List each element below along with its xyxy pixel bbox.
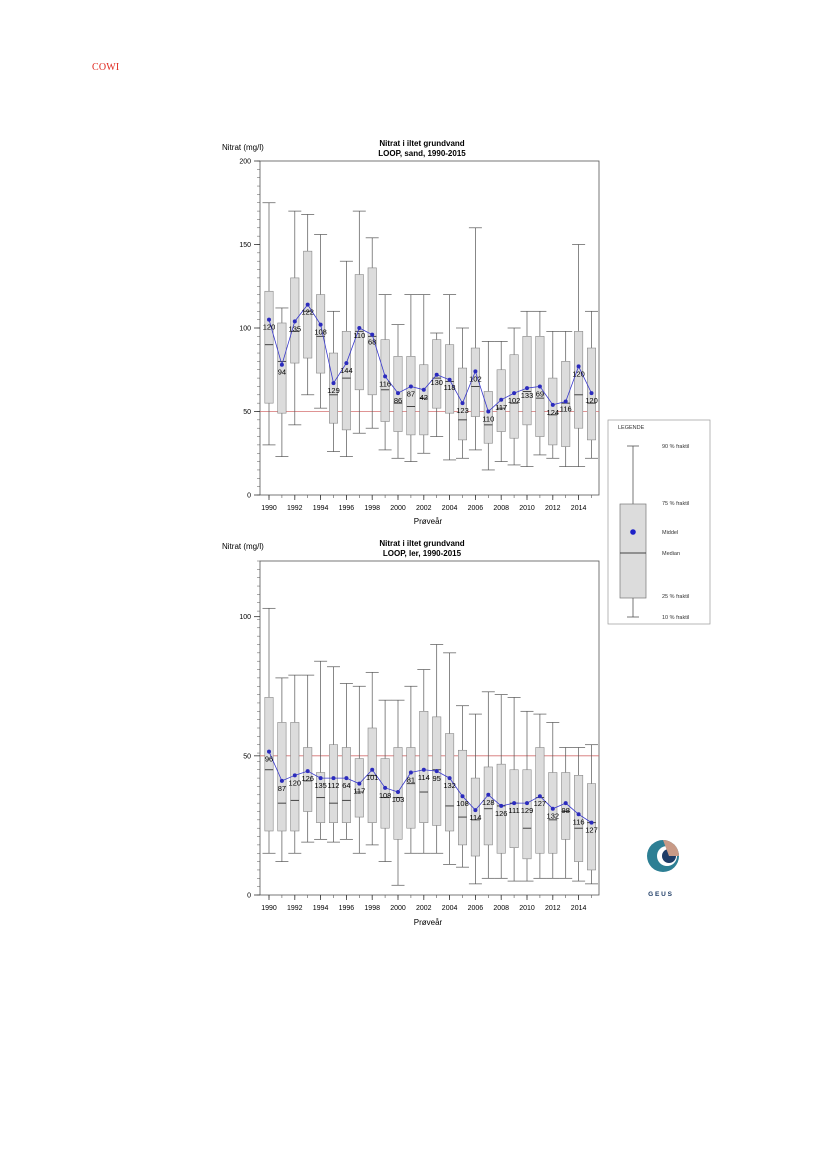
count-label: 116	[559, 404, 572, 414]
count-label: 144	[340, 366, 353, 376]
count-label: 95	[432, 774, 441, 784]
box-iqr	[523, 336, 531, 425]
mean-dot	[486, 793, 490, 797]
legend-item: 90 % fraktil	[662, 444, 690, 450]
mean-dot	[448, 378, 452, 382]
count-label: 94	[277, 367, 287, 377]
mean-dot	[577, 812, 581, 816]
mean-dot	[538, 384, 542, 388]
mean-dot	[564, 399, 568, 403]
chart-sand	[222, 139, 599, 526]
mean-dot	[370, 768, 374, 772]
box-iqr	[342, 331, 350, 430]
mean-dot	[422, 388, 426, 392]
count-label: 114	[417, 772, 430, 782]
box-iqr	[574, 331, 582, 428]
mean-dot	[435, 373, 439, 377]
chart-title: Nitrat i iltet grundvand	[379, 539, 465, 548]
count-label: 112	[327, 781, 340, 791]
mean-dot	[383, 786, 387, 790]
mean-dot	[396, 790, 400, 794]
x-axis-label: Prøveår	[413, 918, 443, 927]
count-label: 127	[585, 825, 598, 835]
legend-item: 25 % fraktil	[662, 594, 690, 600]
count-label: 111	[508, 806, 520, 816]
x-tick-label: 1996	[338, 505, 355, 512]
x-tick-label: 1990	[261, 905, 277, 912]
count-label: 110	[482, 414, 495, 424]
y-tick-label: 100	[239, 614, 251, 622]
mean-dot	[319, 776, 323, 780]
count-label: 133	[520, 391, 534, 401]
legend-item: Middel	[662, 530, 679, 536]
mean-dot	[435, 769, 439, 773]
legend	[608, 420, 710, 624]
x-tick-label: 2010	[519, 505, 535, 512]
x-tick-label: 2004	[441, 505, 458, 512]
count-label: 96	[264, 754, 274, 764]
legend-title: LEGENDE	[618, 425, 645, 431]
legend-item: 10 % fraktil	[662, 615, 690, 621]
mean-dot	[473, 808, 477, 812]
mean-dot	[486, 410, 490, 414]
x-tick-label: 1992	[287, 905, 303, 912]
y-tick-label: 200	[239, 158, 251, 166]
box-iqr	[278, 722, 286, 831]
y-axis-label: Nitrat (mg/l)	[222, 542, 264, 551]
mean-dot	[551, 807, 555, 811]
count-label: 101	[365, 772, 379, 782]
mean-dot	[357, 782, 361, 786]
count-label: 42	[419, 392, 428, 402]
mean-dot	[512, 391, 516, 395]
mean-dot	[344, 776, 348, 780]
count-label: 116	[572, 817, 585, 827]
count-label: 128	[482, 797, 495, 807]
count-label: 132	[443, 781, 456, 791]
mean-dot	[422, 768, 426, 772]
legend-item: 75 % fraktil	[662, 501, 690, 507]
count-label: 132	[546, 811, 560, 821]
y-tick-label: 50	[243, 409, 251, 416]
count-label: 127	[533, 799, 547, 809]
mean-dot	[267, 318, 271, 322]
legend-box	[620, 504, 646, 598]
x-tick-label: 2000	[390, 905, 406, 912]
count-label: 129	[520, 806, 534, 816]
mean-dot	[293, 773, 297, 777]
y-axis-label: Nitrat (mg/l)	[222, 143, 264, 152]
x-tick-label: 2012	[545, 905, 561, 912]
mean-dot	[512, 801, 516, 805]
x-axis-label: Prøveår	[413, 517, 443, 526]
mean-dot	[409, 771, 413, 775]
mean-dot	[332, 776, 336, 780]
count-label: 108	[378, 790, 392, 800]
chart-ler	[222, 539, 599, 927]
mean-dot	[538, 794, 542, 798]
mean-dot	[551, 403, 555, 407]
y-tick-label: 50	[243, 753, 251, 761]
mean-dot	[461, 401, 465, 405]
count-label: 120	[572, 369, 585, 379]
x-tick-label: 2004	[441, 905, 458, 912]
chart-title: Nitrat i iltet grundvand	[379, 139, 465, 148]
x-tick-label: 1994	[312, 505, 329, 512]
x-tick-label: 2008	[493, 905, 509, 912]
mean-dot	[357, 326, 361, 330]
plot-frame	[260, 561, 599, 895]
count-label: 135	[288, 324, 302, 334]
mean-dot	[319, 323, 323, 327]
mean-dot	[499, 398, 503, 402]
count-label: 126	[494, 808, 508, 818]
mean-dot	[499, 804, 503, 808]
x-tick-label: 1990	[261, 505, 277, 512]
x-tick-label: 2006	[467, 505, 484, 512]
count-label: 120	[262, 322, 276, 332]
mean-dot	[461, 794, 465, 798]
count-label: 114	[469, 813, 482, 823]
x-tick-label: 2014	[570, 505, 587, 512]
mean-dot	[564, 801, 568, 805]
mean-dot	[525, 386, 529, 390]
count-label: 87	[406, 389, 416, 399]
mean-dot	[370, 333, 374, 337]
box-iqr	[407, 747, 415, 828]
mean-dot	[590, 391, 594, 395]
mean-dot	[306, 769, 310, 773]
chart-subtitle: LOOP, sand, 1990-2015	[378, 149, 466, 158]
count-label: 64	[342, 781, 351, 791]
mean-dot	[332, 381, 336, 385]
count-label: 81	[406, 775, 416, 785]
mean-dot	[267, 750, 271, 754]
mean-dot	[293, 319, 297, 323]
count-label: 117	[353, 786, 366, 796]
count-label: 102	[469, 374, 482, 384]
x-tick-label: 1994	[312, 905, 329, 912]
box-iqr	[265, 291, 273, 403]
y-tick-label: 100	[239, 325, 251, 333]
mean-dot	[280, 779, 284, 783]
mean-dot	[396, 391, 400, 395]
legend-item: Median	[662, 551, 681, 557]
x-tick-label: 2010	[519, 905, 535, 912]
count-label: 135	[314, 781, 327, 791]
x-tick-label: 2014	[570, 905, 587, 912]
y-tick-label: 0	[247, 892, 251, 900]
box-iqr	[265, 697, 273, 831]
mean-dot	[280, 363, 284, 367]
count-label: 130	[430, 377, 443, 387]
count-label: 108	[456, 799, 469, 809]
box-iqr	[417, 711, 430, 822]
mean-dot	[473, 369, 477, 373]
x-tick-label: 2002	[416, 905, 432, 912]
x-tick-label: 1998	[364, 905, 380, 912]
x-tick-label: 2006	[467, 905, 484, 912]
count-label: 116	[379, 379, 392, 389]
y-tick-label: 150	[239, 242, 251, 249]
mean-dot	[590, 821, 594, 825]
mean-dot	[525, 801, 529, 805]
count-label: 98	[561, 806, 570, 816]
mean-dot	[448, 776, 452, 780]
x-tick-label: 2002	[416, 505, 432, 512]
count-label: 118	[443, 382, 456, 392]
x-tick-label: 2012	[545, 505, 561, 512]
count-label: 120	[288, 778, 302, 788]
logo-text: G E U S	[648, 891, 672, 898]
x-tick-label: 1992	[287, 505, 303, 512]
mean-dot	[409, 384, 413, 388]
mean-dot	[344, 361, 348, 365]
count-label: 117	[495, 402, 508, 412]
mean-dot	[577, 364, 581, 368]
company-header: COWI	[92, 62, 120, 73]
y-tick-label: 0	[247, 492, 251, 500]
count-label: 87	[277, 783, 287, 793]
count-label: 120	[585, 396, 598, 406]
count-label: 124	[546, 407, 560, 417]
count-label: 122	[301, 307, 314, 317]
x-tick-label: 2000	[390, 505, 406, 512]
count-label: 123	[456, 406, 469, 416]
count-label: 102	[507, 396, 521, 406]
count-label: 108	[314, 327, 327, 337]
count-label: 126	[301, 774, 314, 784]
x-tick-label: 1996	[338, 905, 355, 912]
count-label: 86	[393, 396, 403, 406]
box-iqr	[368, 268, 376, 395]
count-label: 110	[353, 331, 366, 340]
mean-dot	[383, 374, 387, 378]
count-label: 103	[391, 795, 405, 805]
legend-mean-dot	[630, 529, 636, 535]
count-label: 69	[535, 389, 545, 399]
geus-logo	[647, 840, 679, 898]
x-tick-label: 2008	[493, 505, 509, 512]
mean-dot	[306, 303, 310, 307]
count-label: 68	[368, 337, 377, 347]
x-tick-label: 1998	[364, 505, 380, 512]
chart-subtitle: LOOP, ler, 1990-2015	[382, 549, 462, 558]
count-label: 129	[327, 386, 340, 396]
